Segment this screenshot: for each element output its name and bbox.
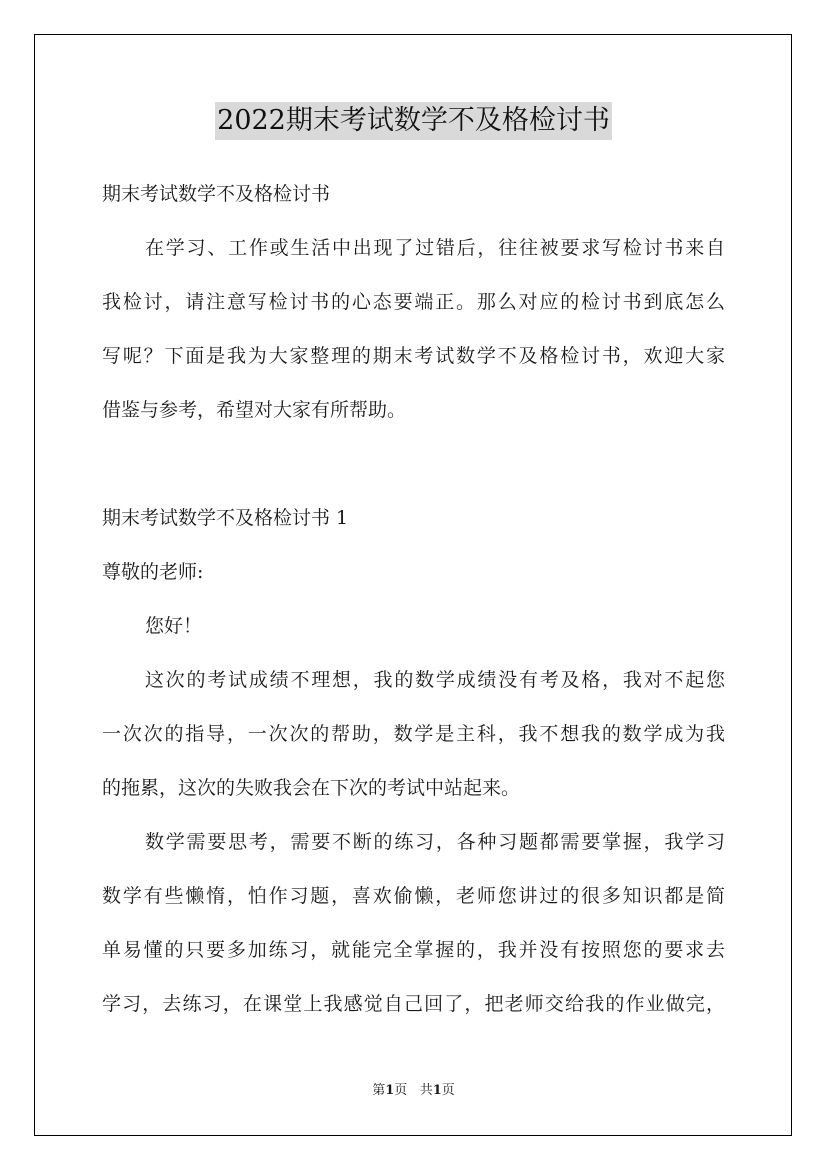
document-title: 2022期末考试数学不及格检讨书 [215,102,612,140]
para1-line-1: 这次的考试成绩不理想，我的数学成绩没有考及格，我对不起您 [145,669,725,691]
section-heading: 期末考试数学不及格检讨书 1 [102,507,349,529]
intro-line-3: 写呢？下面是我为大家整理的期末考试数学不及格检讨书，欢迎大家 [102,345,725,367]
footer-page-total: 1 [432,1083,442,1098]
para2-line-2: 数学有些懒惰，怕作习题，喜欢偷懒，老师您讲过的很多知识都是简 [102,885,725,907]
para1-line-2: 一次次的指导，一次次的帮助，数学是主科，我不想我的数学成为我 [102,723,725,745]
page-footer [0,1083,827,1099]
footer-total-prefix: 共 [419,1083,433,1098]
salutation: 尊敬的老师: [102,561,204,583]
document-subtitle: 期末考试数学不及格检讨书 [102,183,331,205]
footer-page-current: 1 [385,1083,395,1098]
greeting: 您好！ [145,615,203,637]
para2-line-4: 学习，去练习，在课堂上我感觉自己回了，把老师交给我的作业做完， [102,993,725,1015]
para2-line-1: 数学需要思考，需要不断的练习，各种习题都需要掌握，我学习 [145,831,725,853]
intro-line-2: 我检讨，请注意写检讨书的心态要端正。那么对应的检讨书到底怎么 [102,291,725,313]
footer-page-suffix: 页 [394,1083,408,1098]
intro-line-1: 在学习、工作或生活中出现了过错后，往往被要求写检讨书来自 [145,237,725,259]
title-container [0,102,827,140]
intro-line-4: 借鉴与参考，希望对大家有所帮助。 [102,399,407,421]
para1-line-3: 的拖累，这次的失败我会在下次的考试中站起来。 [102,777,521,799]
para2-line-3: 单易懂的只要多加练习，就能完全掌握的，我并没有按照您的要求去 [102,939,725,961]
footer-total-suffix: 页 [441,1083,455,1098]
footer-page-prefix: 第 [372,1083,386,1098]
